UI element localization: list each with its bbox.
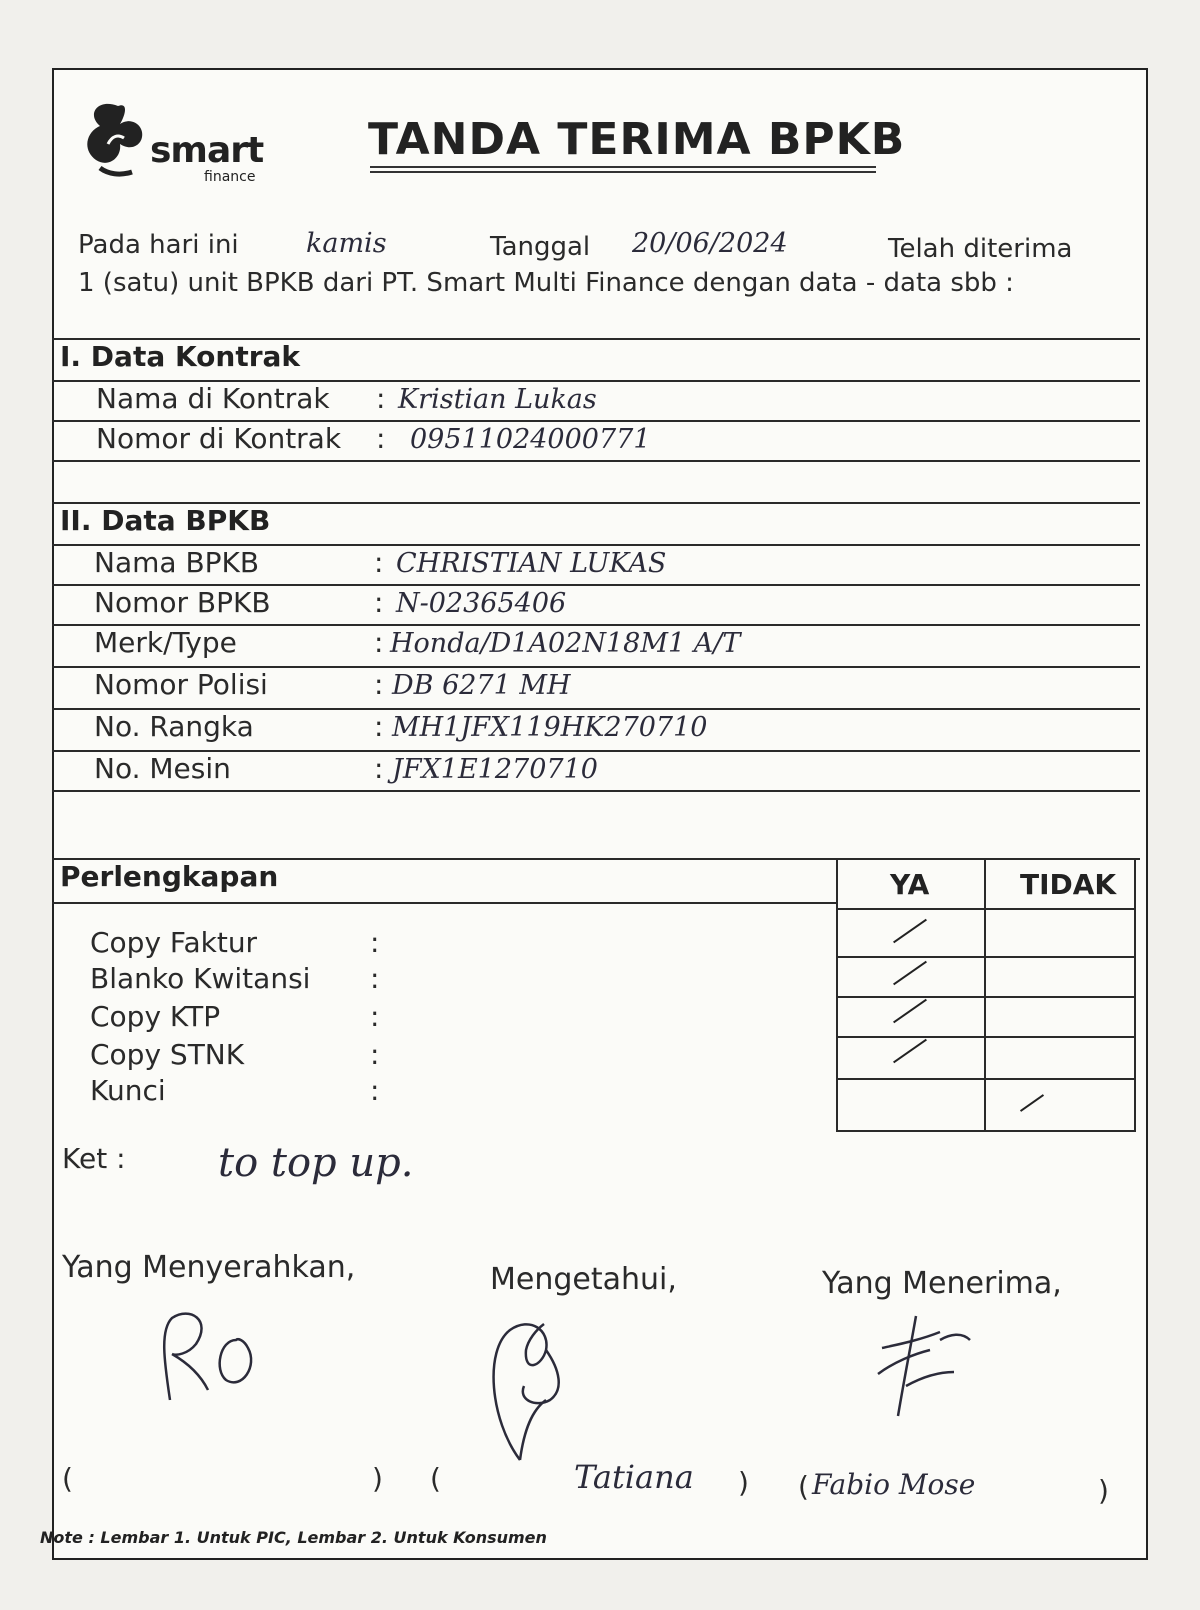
- logo-wordmark: smart: [150, 130, 264, 171]
- checklist-colon: :: [370, 962, 380, 995]
- checklist-item-label: Kunci: [90, 1074, 166, 1107]
- table-border: [1134, 858, 1136, 1132]
- field-colon: :: [376, 422, 386, 455]
- intro-line2: 1 (satu) unit BPKB dari PT. Smart Multi Finance dengan data - data sbb :: [78, 268, 1014, 298]
- signature-label-mengetahui: Mengetahui,: [490, 1262, 677, 1297]
- footer-note: Note : Lembar 1. Untuk PIC, Lembar 2. Untuk Konsumen: [40, 1528, 547, 1547]
- signature-mengetahui-icon: [480, 1310, 590, 1480]
- signatory-name-mengetahui: Tatiana: [574, 1458, 694, 1496]
- table-border: [836, 908, 1136, 910]
- table-border: [836, 1078, 1136, 1080]
- signature-label-menyerahkan: Yang Menyerahkan,: [62, 1250, 356, 1285]
- field-label: Nomor BPKB: [94, 586, 271, 619]
- checklist-item-label: Blanko Kwitansi: [90, 962, 311, 995]
- bracket-open: (: [430, 1462, 441, 1495]
- field-colon: :: [374, 710, 384, 743]
- table-border: [836, 956, 1136, 958]
- field-label: Nomor Polisi: [94, 668, 268, 701]
- bracket-close: ): [738, 1466, 749, 1499]
- title-underline-1: [370, 166, 876, 168]
- ket-value: to top up.: [218, 1140, 414, 1186]
- field-label: Merk/Type: [94, 626, 237, 659]
- field-label: Nama di Kontrak: [96, 382, 330, 415]
- title-underline-2: [370, 171, 876, 173]
- checklist-item-label: Copy STNK: [90, 1038, 245, 1071]
- table-border: [836, 1130, 1136, 1132]
- divider: [52, 790, 1140, 792]
- bracket-open: (: [798, 1470, 809, 1503]
- intro-received: Telah diterima: [888, 234, 1073, 264]
- field-colon: :: [376, 382, 386, 415]
- field-label: Nomor di Kontrak: [96, 422, 342, 455]
- bracket-close: ): [1098, 1474, 1109, 1507]
- intro-date-value: 20/06/2024: [632, 228, 788, 259]
- field-label: Nama BPKB: [94, 546, 260, 579]
- field-value-nomor-polisi: DB 6271 MH: [392, 670, 571, 701]
- intro-prefix: Pada hari ini: [78, 230, 239, 260]
- field-value-no-rangka: MH1JFX119HK270710: [392, 712, 708, 743]
- field-value-nama-bpkb: CHRISTIAN LUKAS: [396, 548, 667, 579]
- column-header-tidak: TIDAK: [1020, 868, 1117, 901]
- table-border: [836, 1036, 1136, 1038]
- field-colon: :: [374, 752, 384, 785]
- checklist-item-label: Copy KTP: [90, 1000, 221, 1033]
- section-bpkb-heading: II. Data BPKB: [60, 504, 271, 537]
- section-kontrak-heading: I. Data Kontrak: [60, 340, 301, 373]
- signatory-name-menerima: Fabio Mose: [812, 1468, 976, 1501]
- checklist-colon: :: [370, 1074, 380, 1107]
- page-title: TANDA TERIMA BPKB: [368, 114, 906, 165]
- column-header-ya: YA: [890, 868, 930, 901]
- divider: [52, 902, 836, 904]
- checklist-colon: :: [370, 1038, 380, 1071]
- checklist-colon: :: [370, 1000, 380, 1033]
- signature-label-menerima: Yang Menerima,: [822, 1266, 1062, 1301]
- bracket-close: ): [372, 1462, 383, 1495]
- field-colon: :: [374, 546, 384, 579]
- field-value-merk-type: Honda/D1A02N18M1 A/T: [390, 628, 741, 659]
- logo-subtitle: finance: [204, 169, 256, 185]
- signature-menerima-icon: [870, 1310, 990, 1420]
- intro-day-value: kamis: [306, 228, 387, 259]
- signature-menyerahkan-icon: [150, 1300, 270, 1410]
- divider: [52, 460, 1140, 462]
- field-value-nama-kontrak: Kristian Lukas: [398, 384, 597, 415]
- ket-label: Ket :: [62, 1142, 126, 1175]
- table-border: [984, 858, 986, 1132]
- field-colon: :: [374, 668, 384, 701]
- field-value-nomor-bpkb: N-02365406: [396, 588, 567, 619]
- section-perlengkapan-heading: Perlengkapan: [60, 860, 279, 893]
- field-label: No. Mesin: [94, 752, 231, 785]
- table-border: [836, 858, 838, 1132]
- field-colon: :: [374, 586, 384, 619]
- checklist-colon: :: [370, 926, 380, 959]
- checklist-item-label: Copy Faktur: [90, 926, 258, 959]
- field-colon: :: [374, 626, 384, 659]
- field-value-nomor-kontrak: 09511024000771: [410, 424, 651, 455]
- table-border: [836, 996, 1136, 998]
- field-value-no-mesin: JFX1E1270710: [392, 754, 598, 785]
- intro-date-label: Tanggal: [490, 232, 591, 262]
- field-label: No. Rangka: [94, 710, 254, 743]
- bracket-open: (: [62, 1462, 73, 1495]
